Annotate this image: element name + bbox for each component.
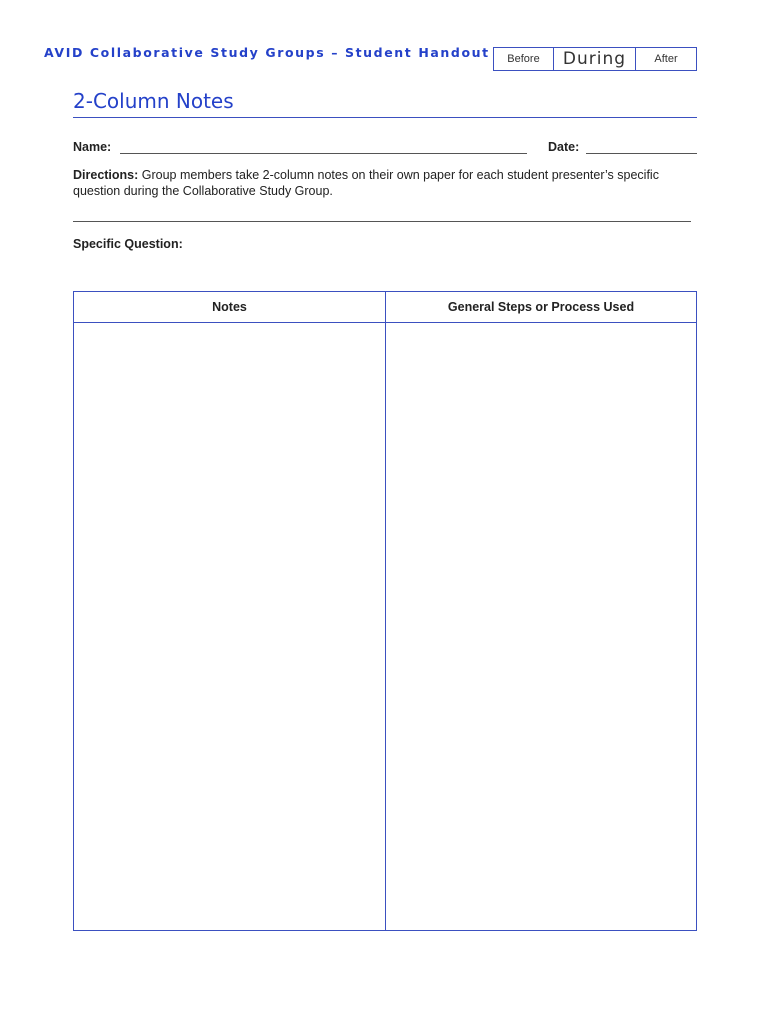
column-header-notes: Notes [212,300,247,314]
specific-question-label: Specific Question: [73,237,183,251]
two-column-notes-table [73,291,697,931]
notes-column-area[interactable] [74,323,385,930]
name-label: Name: [73,140,112,154]
column-header-steps: General Steps or Process Used [447,300,635,314]
date-field-line[interactable] [586,153,697,154]
page-title: 2-Column Notes [73,89,234,113]
date-label: Date: [548,140,580,154]
phase-after: After [654,53,678,65]
directions-text: Group members take 2-column notes on their own paper for each student presenter’s specific question during the Collaborative Study Group. [73,168,659,198]
name-field-line[interactable] [120,153,527,154]
title-underline [73,117,697,118]
answer-line[interactable] [73,221,691,222]
phase-during: During [554,48,636,70]
directions-label: Directions: [73,168,139,182]
steps-column-area[interactable] [386,323,696,930]
phase-before: Before [494,48,554,70]
directions [73,167,693,199]
handout-header-title: AVID Collaborative Study Groups – Student Handout [44,45,490,60]
phase-indicator [493,47,697,71]
